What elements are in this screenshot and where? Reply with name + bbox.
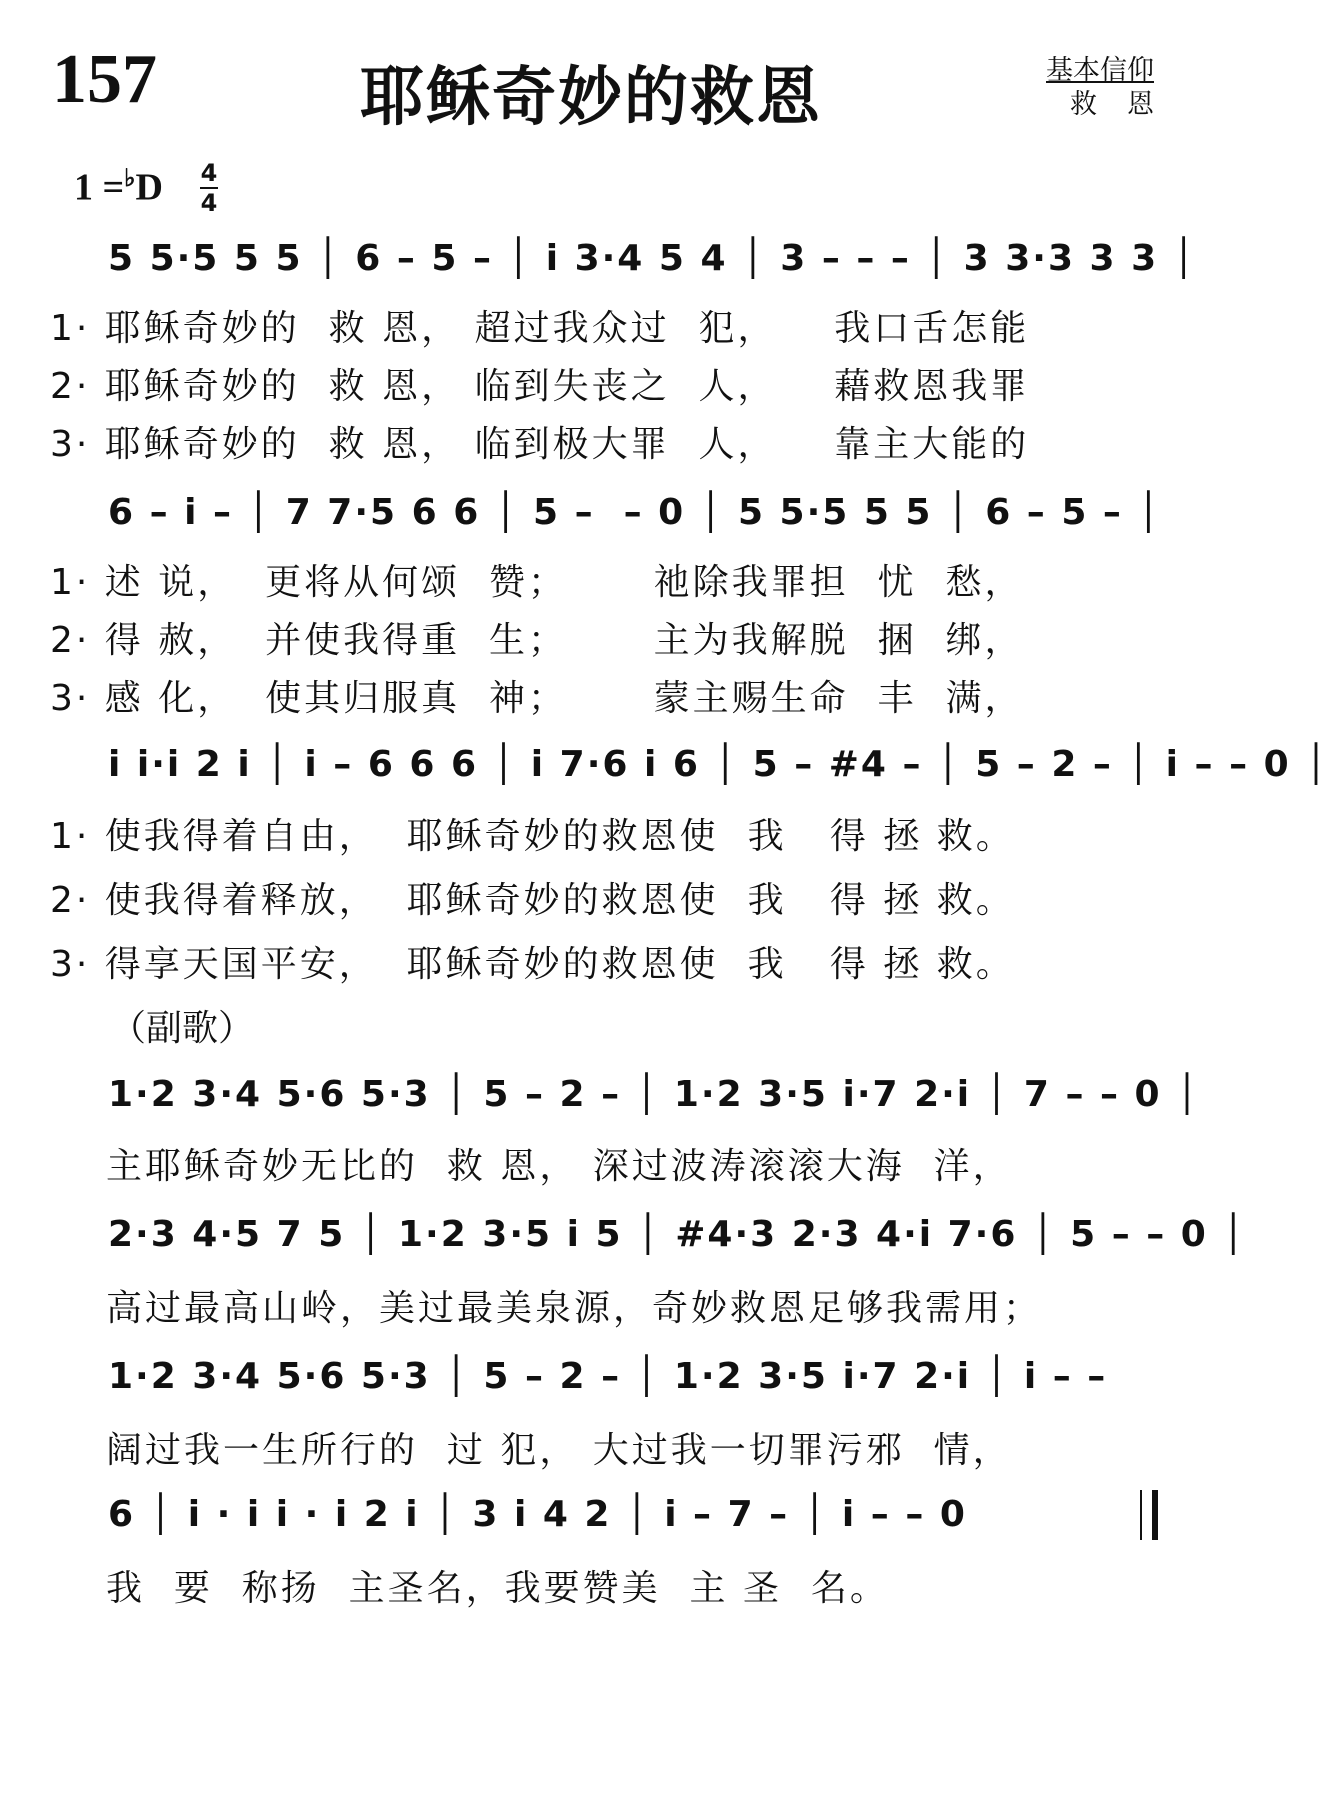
key-prefix: 1 =: [74, 166, 125, 209]
chorus-notes-3: 1·2 3·4 5·6 5·3 │ 5 – 2 – │ 1·2 3·5 i·7 2·i │ i – –: [108, 1356, 1108, 1397]
lyric-s2-verse-3: 3· 感 化， 使其归服真 神； 蒙主赐生命 丰 满，: [50, 678, 1024, 719]
notes-system-2: 6 – i – │ 7 7·5 6 6 │ 5 – – 0 │ 5 5·5 5 5 │ 6 – 5 – │: [108, 492, 1162, 533]
category-label: [1046, 54, 1184, 122]
key-note: D: [135, 166, 163, 209]
notes-system-3: i i·i 2 i │ i – 6 6 6 │ i 7·6 i 6 │ 5 – #4 – │ 5 – 2 – │ i – – 0 │: [108, 744, 1329, 785]
flat-sign: ♭: [124, 166, 136, 192]
time-bottom: 4: [200, 189, 218, 217]
time-top: 4: [200, 159, 218, 187]
chorus-notes-1: 1·2 3·4 5·6 5·3 │ 5 – 2 – │ 1·2 3·5 i·7 2·i │ 7 – – 0 │: [108, 1074, 1200, 1115]
lyric-s2-verse-1: 1· 述 说， 更将从何颂 赞； 祂除我罪担 忧 愁，: [50, 562, 1024, 603]
key-signature: [74, 164, 163, 210]
hymn-number: 157: [52, 41, 157, 118]
time-signature: [200, 160, 218, 216]
chorus-lyric-4: 我 要 称扬 主圣名，我要赞美 主 圣 名。: [106, 1568, 889, 1609]
lyric-s3-verse-2: 2· 使我得着释放， 耶稣奇妙的救恩使 我 得 拯 救。: [50, 880, 1015, 921]
lyric-s1-verse-1: 1· 耶稣奇妙的 救 恩， 超过我众过 犯， 我口舌怎能: [50, 308, 1030, 349]
chorus-notes-2: 2·3 4·5 7 5 │ 1·2 3·5 i 5 │ #4·3 2·3 4·i 7·6 │ 5 – – 0 │: [108, 1214, 1247, 1255]
notes-system-1: 5 5·5 5 5 │ 6 – 5 – │ i 3·4 5 4 │ 3 – – – │ 3 3·3 3 3 │: [108, 238, 1197, 279]
chorus-lyric-2: 高过最高山岭，美过最美泉源，奇妙救恩足够我需用；: [106, 1288, 1043, 1329]
chorus-lyric-1: 主耶稣奇妙无比的 救 恩， 深过波涛滚滚大海 洋，: [106, 1146, 1012, 1187]
category-line-1: 基本信仰: [1046, 55, 1154, 86]
lyric-s3-verse-3: 3· 得享天国平安， 耶稣奇妙的救恩使 我 得 拯 救。: [50, 944, 1015, 985]
hymn-title: 耶稣奇妙的救恩: [360, 61, 822, 135]
chorus-notes-4: 6 │ i · i i · i 2 i │ 3 i 4 2 │ i – 7 – │ i – – 0: [108, 1494, 967, 1535]
lyric-s2-verse-2: 2· 得 赦， 并使我得重 生； 主为我解脱 捆 绑，: [50, 620, 1024, 661]
lyric-s3-verse-1: 1· 使我得着自由， 耶稣奇妙的救恩使 我 得 拯 救。: [50, 816, 1015, 857]
category-line-2: 救恩: [1070, 89, 1184, 120]
chorus-lyric-3: 阔过我一生所行的 过 犯， 大过我一切罪污邪 情，: [106, 1430, 1012, 1471]
lyric-s1-verse-3: 3· 耶稣奇妙的 救 恩， 临到极大罪 人， 靠主大能的: [50, 424, 1030, 465]
final-barline: [1140, 1490, 1158, 1540]
lyric-s1-verse-2: 2· 耶稣奇妙的 救 恩， 临到失丧之 人， 藉救恩我罪: [50, 366, 1030, 407]
chorus-label: （副歌）: [110, 1008, 255, 1049]
